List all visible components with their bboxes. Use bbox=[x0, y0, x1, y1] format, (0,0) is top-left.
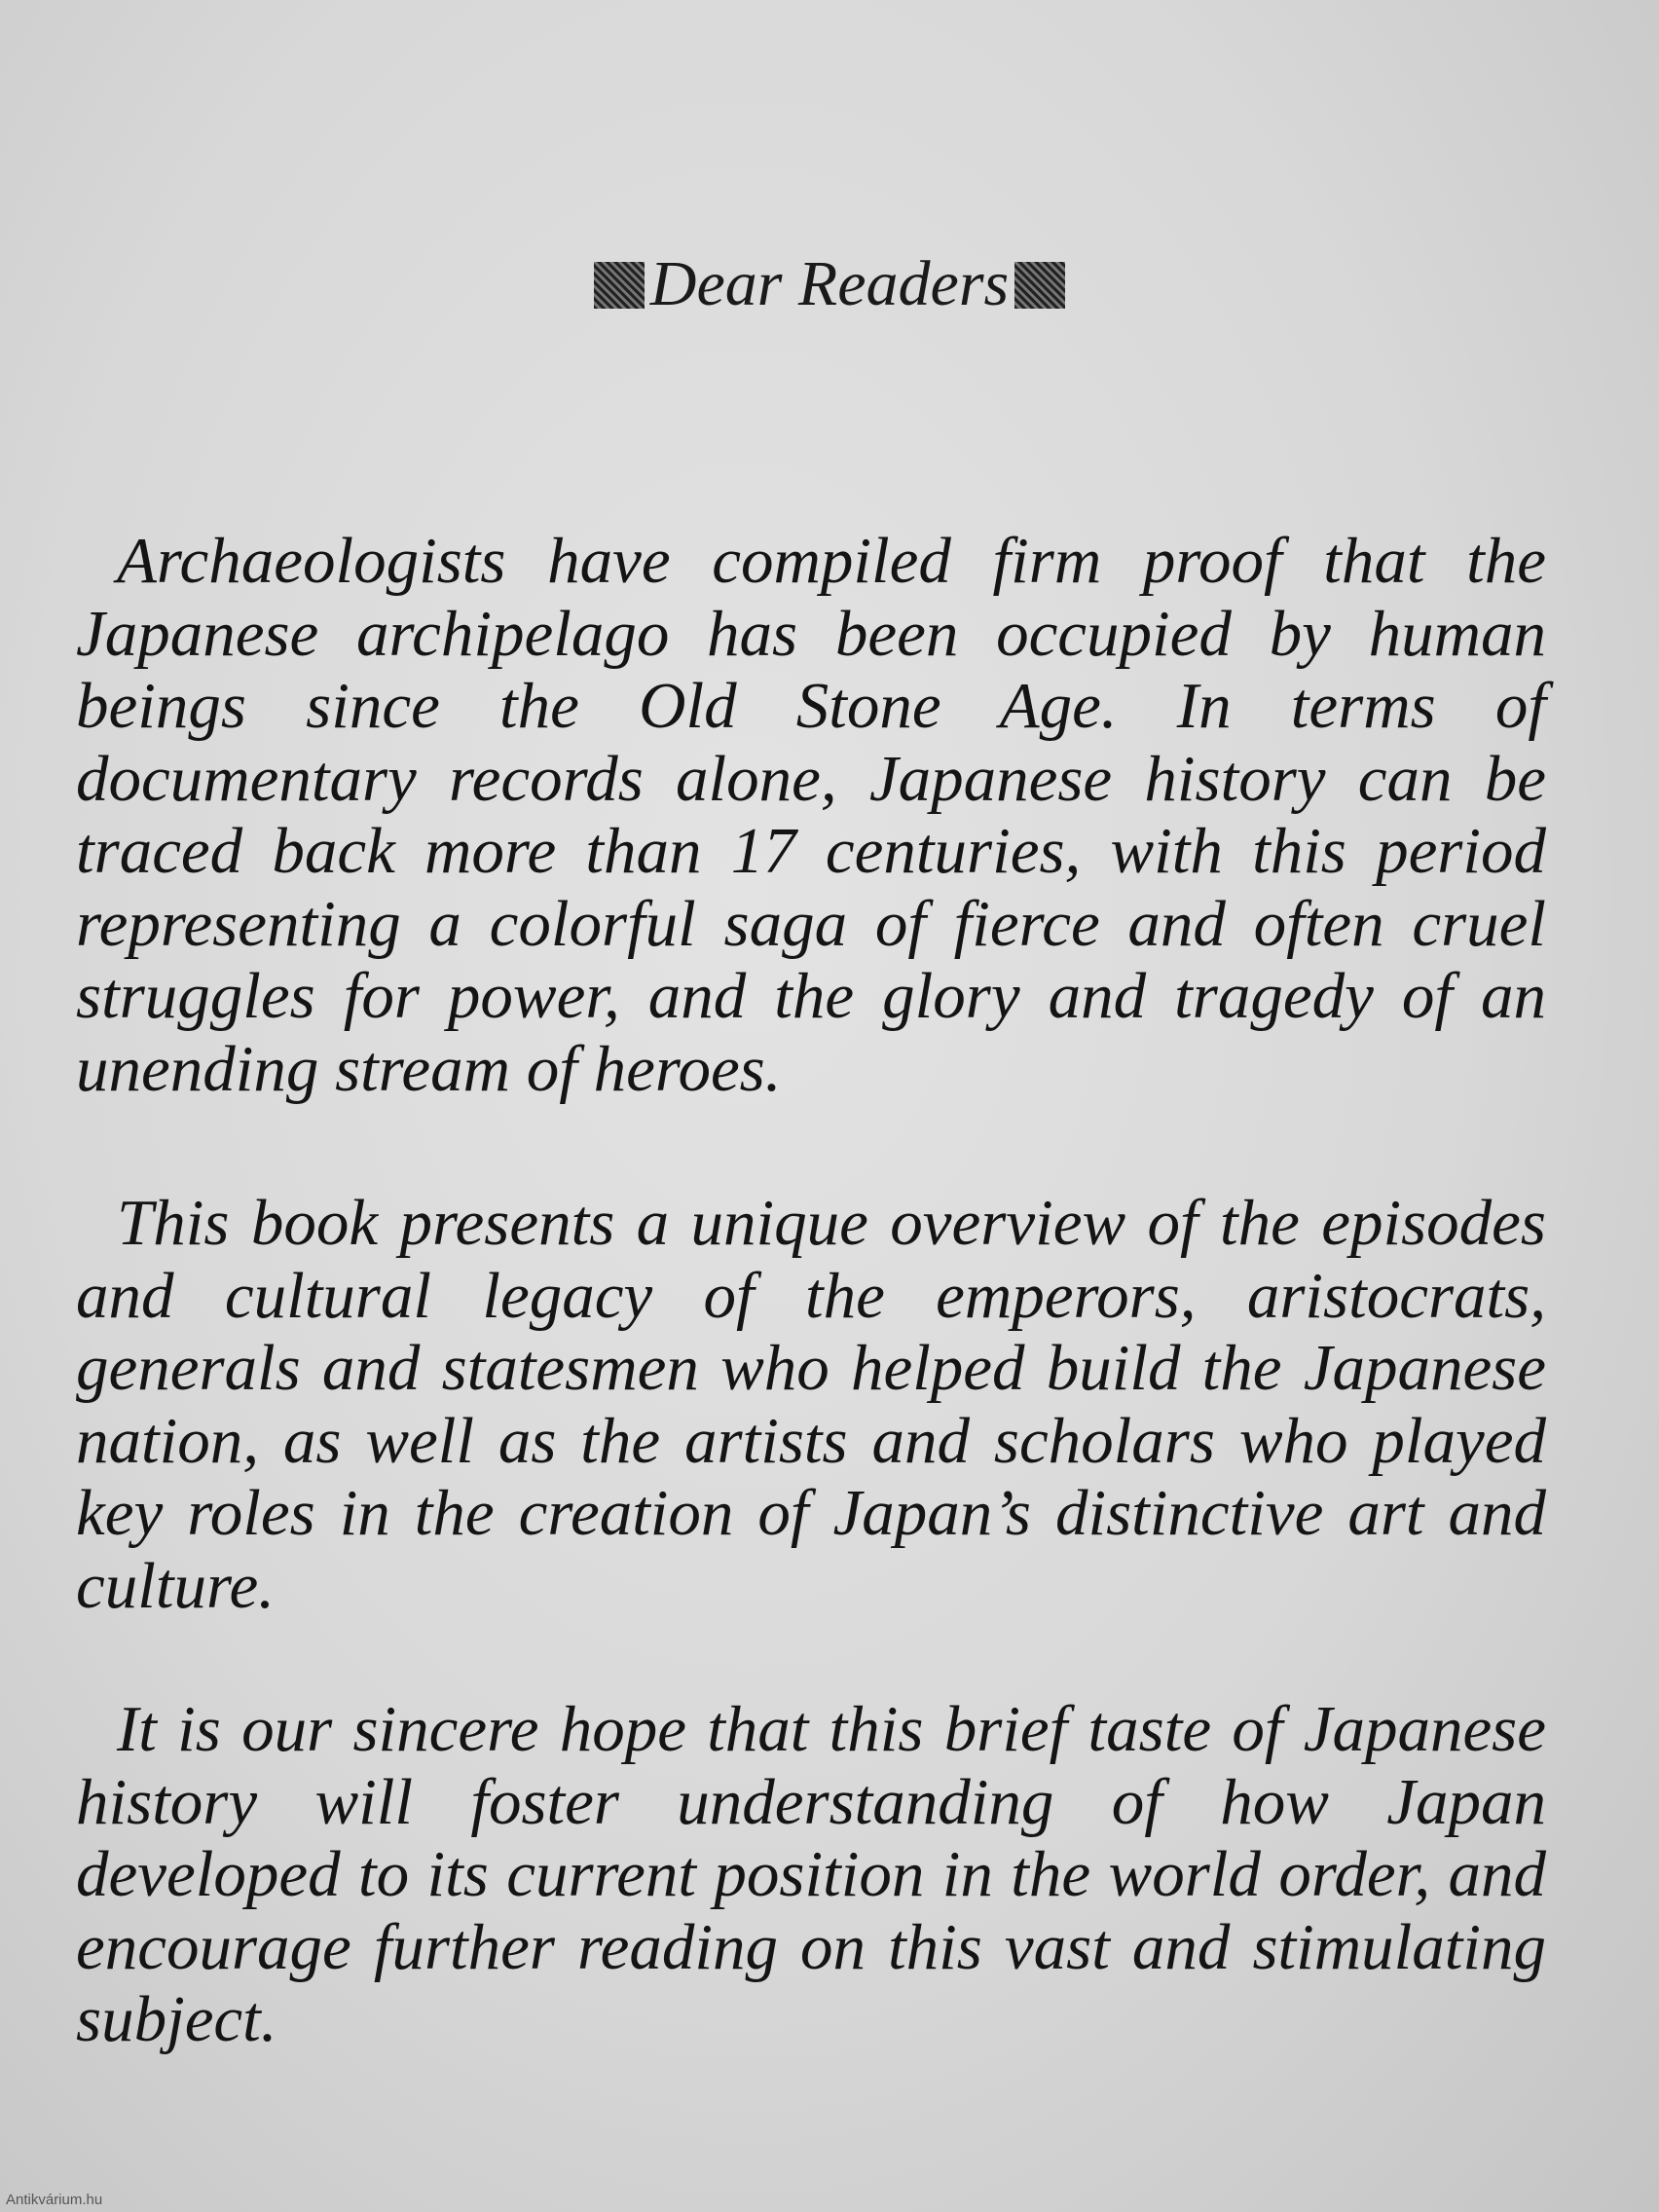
heading-right-ornament bbox=[1014, 262, 1065, 309]
heading-left-ornament bbox=[594, 262, 645, 309]
paragraph-1: Archaeologists have compiled firm proof that the Japanese archipelago has been occupied by human beings since the Old Stone Age. In terms of documentary records alone, Japanese history can be traced back more than 17 centuries, with this period representing a colorful saga of fierce and often cruel struggles for power, and the glory and tragedy of an unending stream of heroes. bbox=[76, 525, 1546, 1105]
source-watermark: Antikvárium.hu bbox=[6, 2192, 103, 2208]
section-heading bbox=[0, 245, 1659, 323]
paragraph-2: This book presents a unique overview of the episodes and cultural legacy of the emperors, aristocrats, generals and statesmen who helped build the Japanese nation, as well as the artists and scholars who played key roles in the creation of Japan’s distinctive art and culture. bbox=[76, 1187, 1546, 1622]
paragraph-3: It is our sincere hope that this brief taste of Japanese history will foster understanding of how Japan developed to its current position in the world order, and encourage further reading on this vast and stimulating subject. bbox=[76, 1693, 1546, 2055]
heading-text: Dear Readers bbox=[649, 248, 1010, 319]
